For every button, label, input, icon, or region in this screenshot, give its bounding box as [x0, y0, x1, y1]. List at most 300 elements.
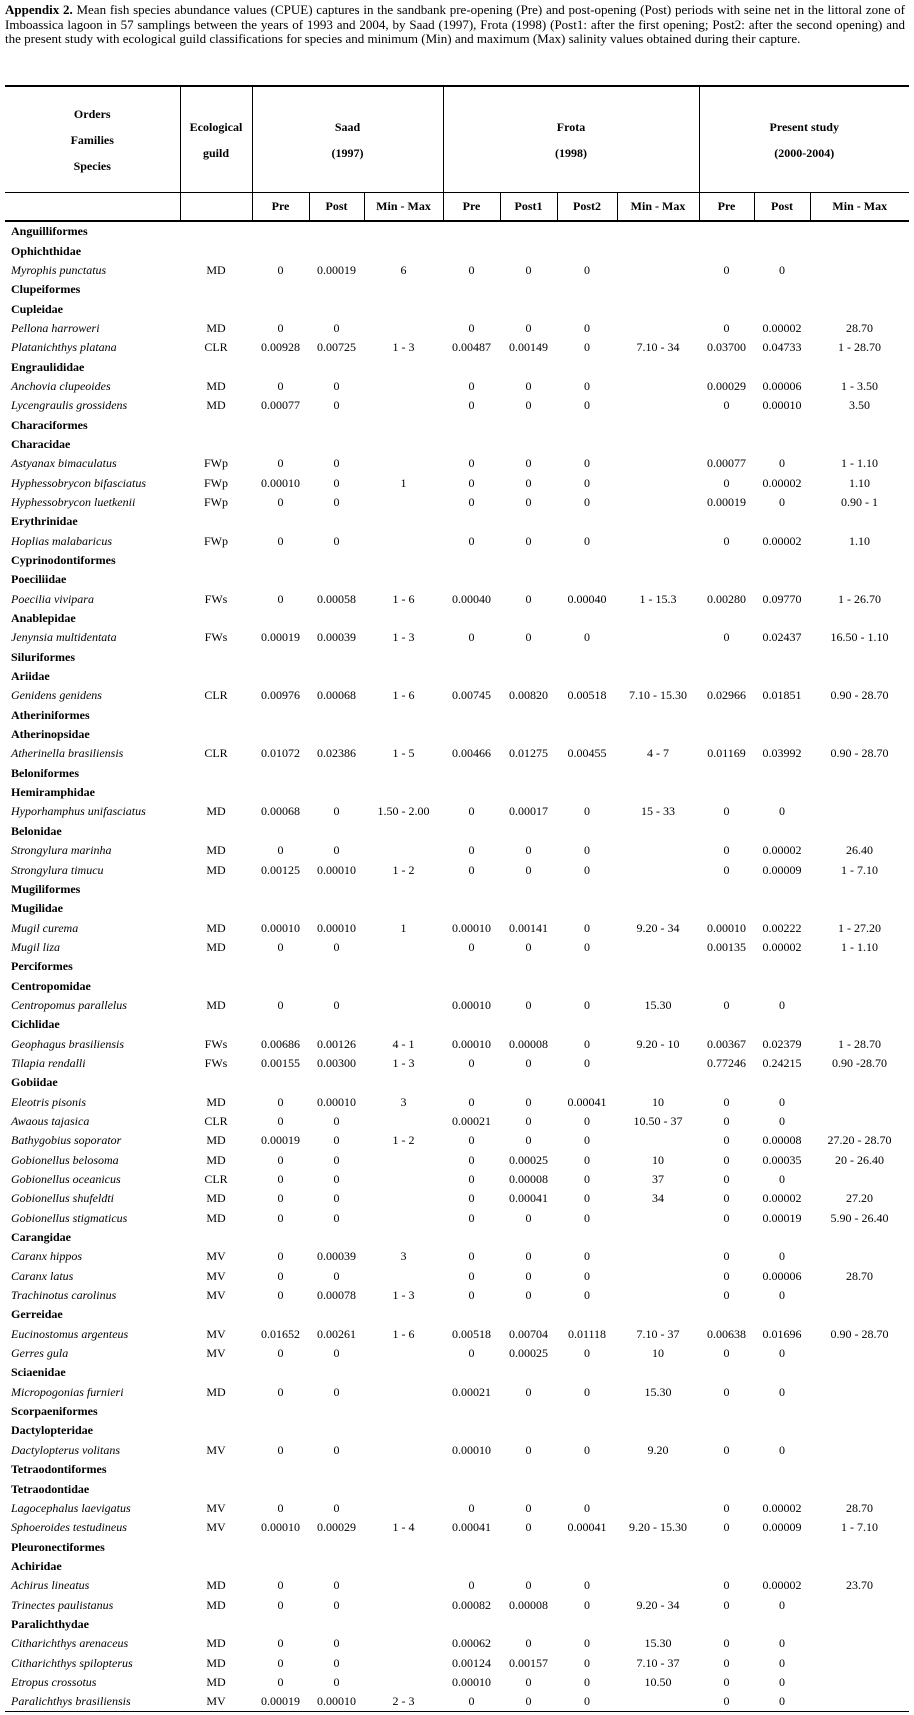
frota-post2-cell: 0: [584, 1055, 590, 1070]
frota-pre-cell: 0.00040: [452, 591, 491, 606]
frota-minmax-cell: [617, 454, 699, 473]
subheader-saad-post: Post: [309, 193, 364, 222]
species-name: Lagocephalus laevigatus: [11, 1500, 131, 1515]
present-minmax-cell: [810, 1286, 909, 1305]
guild-cell: MV: [206, 1500, 226, 1515]
saad-minmax-cell: [364, 493, 443, 512]
species-name: Trachinotus carolinus: [11, 1288, 117, 1303]
present-minmax-cell: [810, 1247, 909, 1266]
saad-minmax-cell: 1.50 - 2.00: [377, 804, 430, 819]
subheader-present-post: Post: [754, 193, 810, 222]
present-post-cell: 0: [779, 1655, 785, 1670]
guild-cell: MD: [206, 1094, 226, 1109]
species-row: [5, 1092, 909, 1111]
frota-pre-cell: 0: [468, 1249, 475, 1264]
frota-post2-cell: 0: [584, 804, 590, 819]
order-name: Clupeiformes: [11, 282, 81, 297]
saad-pre-cell: 0.01072: [261, 746, 300, 761]
saad-post-cell: 0: [333, 1578, 340, 1593]
frota-pre-cell: 0.00082: [452, 1597, 491, 1612]
frota-pre-cell: 0: [468, 862, 475, 877]
family-name: Centropomidae: [11, 978, 91, 993]
present-minmax-cell: 0.90 - 28.70: [830, 688, 889, 703]
frota-post1-cell: 0: [525, 591, 532, 606]
frota-post1-cell: 0: [525, 262, 532, 277]
present-post-cell: 0.01851: [762, 688, 802, 703]
frota-post1-cell: 0.00704: [509, 1326, 548, 1341]
family-row: [5, 783, 909, 802]
family-row: [5, 435, 909, 454]
frota-pre-cell: 0.00745: [452, 688, 491, 703]
family-name: Anablepidae: [11, 611, 76, 626]
frota-pre-cell: 0: [443, 1692, 500, 1712]
subheader-empty-guild: [180, 193, 252, 222]
species-name: Gobionellus oceanicus: [11, 1172, 121, 1187]
present-pre-cell: 0: [699, 1692, 754, 1712]
order-row: [5, 1537, 909, 1556]
frota-post2-cell: 0: [584, 1268, 590, 1283]
saad-minmax-cell: [364, 1595, 443, 1614]
saad-minmax-cell: 1 - 6: [392, 591, 415, 606]
present-pre-cell: 0: [723, 1500, 730, 1515]
saad-post-cell: 0.00725: [317, 340, 356, 355]
family-name: Carangidae: [11, 1230, 71, 1245]
family-row: [5, 725, 909, 744]
frota-post1-cell: 0: [525, 475, 532, 490]
frota-minmax-cell: 7.10 - 15.30: [629, 688, 687, 703]
saad-pre-cell: 0: [277, 1500, 284, 1515]
present-pre-cell: 0.01169: [707, 746, 746, 761]
family-row: [5, 822, 909, 841]
saad-post-cell: 0.02386: [317, 746, 356, 761]
present-minmax-cell: [810, 1595, 909, 1614]
present-post-cell: 0.02379: [762, 1036, 802, 1051]
caption-text: Mean fish species abundance values (CPUE) captures in the sandbank pre-opening (Pre) and post-opening (Post) periods with seine net in the littoral zone of Imboassica lagoon in 57 samplings between the years of 1993 and 2004, by Saad (1997), Frota (1998) (Post1: after the first opening; Post2: after the second opening) and the present study with ecological guild classifications for species and minimum (Min) and maximum (Max) salinity values obtained during their capture.: [5, 2, 906, 46]
saad-minmax-cell: 4 - 1: [392, 1036, 415, 1051]
frota-pre-cell: 0: [468, 939, 475, 954]
family-row: [5, 1479, 909, 1498]
saad-minmax-cell: [364, 1209, 443, 1228]
species-name: Hyphessobrycon bifasciatus: [11, 475, 146, 490]
frota-pre-cell: 0: [468, 843, 475, 858]
species-name: Paralichthys brasiliensis: [5, 1692, 180, 1712]
frota-minmax-cell: 1 - 15.3: [639, 591, 677, 606]
species-name: Strongylura timucu: [11, 862, 104, 877]
order-row: [5, 415, 909, 434]
frota-post2-cell: 0: [584, 1674, 590, 1689]
species-row: [5, 918, 909, 937]
frota-post2-cell: 0: [584, 1597, 590, 1612]
frota-post2-cell: 0: [584, 1346, 590, 1361]
frota-minmax-cell: 7.10 - 37: [636, 1655, 680, 1670]
frota-post2-cell: 0: [584, 378, 590, 393]
saad-pre-cell: 0: [277, 320, 284, 335]
present-minmax-cell: [810, 1344, 909, 1363]
frota-minmax-cell: 7.10 - 34: [636, 340, 680, 355]
frota-minmax-cell: 7.10 - 37: [636, 1326, 680, 1341]
saad-pre-cell: 0: [277, 1191, 284, 1206]
saad-minmax-cell: [364, 1112, 443, 1131]
present-pre-cell: 0: [723, 1268, 730, 1283]
frota-post1-cell: 0: [525, 494, 532, 509]
saad-post-cell: 0: [333, 1597, 340, 1612]
saad-post-cell: 0: [333, 1191, 340, 1206]
present-pre-cell: 0: [723, 1442, 730, 1457]
present-post-cell: 0.00035: [762, 1152, 802, 1167]
saad-pre-cell: 0.00010: [261, 475, 300, 490]
species-name: Platanichthys platana: [11, 340, 117, 355]
saad-pre-cell: 0: [277, 1384, 284, 1399]
present-minmax-cell: 1 - 28.70: [838, 340, 881, 355]
saad-minmax-cell: 1 - 3: [392, 340, 415, 355]
guild-cell: FWs: [204, 591, 228, 606]
frota-minmax-cell: [617, 1131, 699, 1150]
saad-post-cell: 0.00068: [317, 688, 356, 703]
guild-cell: MD: [206, 862, 226, 877]
saad-post-cell: 0: [333, 494, 340, 509]
saad-pre-cell: 0: [277, 1210, 284, 1225]
frota-post1-cell: 0.00041: [509, 1191, 548, 1206]
saad-post-cell: 0: [333, 1152, 340, 1167]
saad-post-cell: 0.00078: [317, 1288, 356, 1303]
frota-post2-cell: 0: [584, 997, 590, 1012]
family-name: Belonidae: [11, 823, 62, 838]
present-minmax-cell: 0.90 - 28.70: [830, 746, 889, 761]
frota-post2-cell: 0.00040: [567, 591, 607, 606]
present-minmax-cell: [810, 1692, 909, 1712]
guild-cell: FWs: [204, 1036, 228, 1051]
present-post-cell: 0.00002: [762, 320, 802, 335]
saad-minmax-cell: 1 - 2: [392, 862, 415, 877]
saad-post-cell: 0.00029: [317, 1520, 356, 1535]
saad-post-cell: 0.00010: [309, 1692, 364, 1712]
frota-post2-cell: 0: [584, 398, 590, 413]
frota-post1-cell: 0: [525, 1113, 532, 1128]
saad-post-cell: 0.00039: [317, 630, 356, 645]
saad-minmax-cell: 1 - 5: [392, 746, 415, 761]
present-pre-cell: 0: [723, 1191, 730, 1206]
saad-pre-cell: 0: [277, 843, 284, 858]
saad-pre-cell: 0: [277, 1442, 284, 1457]
frota-pre-cell: 0: [468, 1578, 475, 1593]
frota-pre-cell: 0: [468, 320, 475, 335]
present-minmax-cell: 1 - 1.10: [841, 939, 878, 954]
frota-pre-cell: 0: [468, 533, 475, 548]
present-post-cell: 0.00009: [762, 862, 802, 877]
species-row: [5, 1518, 909, 1537]
present-minmax-cell: 1 - 26.70: [838, 591, 881, 606]
saad-pre-cell: 0: [277, 1674, 284, 1689]
saad-post-cell: 0.00010: [317, 862, 356, 877]
present-minmax-cell: 5.90 - 26.40: [830, 1210, 889, 1225]
frota-minmax-cell: [617, 1692, 699, 1712]
species-row: [5, 1673, 909, 1692]
present-post-cell: 0.09770: [762, 591, 802, 606]
subheader-frota-pre: Pre: [443, 193, 500, 222]
present-minmax-cell: [810, 1673, 909, 1692]
present-pre-cell: 0: [723, 398, 730, 413]
saad-pre-cell: 0: [277, 1578, 284, 1593]
frota-post2-cell: 0: [584, 630, 590, 645]
species-name: Awaous tajasica: [11, 1113, 90, 1128]
present-minmax-cell: [810, 1092, 909, 1111]
frota-post1-cell: 0: [525, 1288, 532, 1303]
saad-minmax-cell: 3: [400, 1249, 407, 1264]
present-pre-cell: 0: [723, 1152, 730, 1167]
order-row: [5, 1460, 909, 1479]
guild-cell: CLR: [204, 746, 228, 761]
family-name: Hemiramphidae: [11, 785, 95, 800]
species-name: Strongylura marinha: [11, 843, 112, 858]
species-row: [5, 1112, 909, 1131]
saad-post-cell: 0: [333, 320, 340, 335]
present-pre-cell: 0.77246: [707, 1055, 746, 1070]
present-minmax-cell: 1.10: [849, 475, 870, 490]
species-row: [5, 1170, 909, 1189]
present-pre-cell: 0.03700: [707, 340, 746, 355]
saad-pre-cell: 0.00686: [261, 1036, 300, 1051]
family-row: [5, 976, 909, 995]
frota-minmax-cell: 9.20 - 34: [636, 920, 680, 935]
present-pre-cell: 0: [723, 804, 730, 819]
table-caption: [5, 3, 905, 47]
subheader-frota-post1: Post1: [500, 193, 557, 222]
frota-post1-cell: 0.00141: [509, 920, 548, 935]
frota-minmax-cell: [617, 1499, 699, 1518]
present-minmax-cell: [810, 1170, 909, 1189]
family-name: Ariidae: [11, 669, 50, 684]
saad-post-cell: 0.00010: [317, 920, 356, 935]
present-minmax-cell: 20 - 26.40: [835, 1152, 884, 1167]
saad-post-cell: 0: [333, 1346, 340, 1361]
present-post-cell: 0.00002: [762, 1500, 802, 1515]
species-name: Poecilia vivipara: [11, 591, 94, 606]
saad-pre-cell: 0.00068: [261, 804, 300, 819]
frota-pre-cell: 0.00518: [452, 1326, 491, 1341]
frota-pre-cell: 0: [468, 1172, 475, 1187]
frota-post2-cell: 0: [584, 1210, 590, 1225]
present-pre-cell: 0.00029: [707, 378, 746, 393]
caption-label: Appendix 2.: [5, 2, 73, 17]
guild-cell: MD: [206, 1655, 226, 1670]
species-name: Gobionellus stigmaticus: [11, 1210, 128, 1225]
frota-post1-cell: 0: [525, 1094, 532, 1109]
frota-minmax-cell: [617, 1054, 699, 1073]
species-name: Caranx latus: [11, 1268, 74, 1283]
species-name: Mugil liza: [11, 939, 61, 954]
species-row: [5, 454, 909, 473]
family-row: [5, 512, 909, 531]
species-row: [5, 1325, 909, 1344]
saad-pre-cell: 0: [277, 262, 284, 277]
guild-cell: MD: [206, 939, 226, 954]
saad-post-cell: 0.00010: [317, 1094, 356, 1109]
present-post-cell: 0: [779, 1636, 785, 1651]
frota-post2-cell: 0: [584, 533, 590, 548]
frota-post2-cell: 0.01118: [567, 1326, 607, 1341]
present-pre-cell: 0: [723, 1520, 730, 1535]
saad-minmax-cell: [364, 1344, 443, 1363]
species-row: [5, 532, 909, 551]
present-pre-cell: 0: [723, 862, 730, 877]
guild-cell: CLR: [204, 1172, 228, 1187]
saad-pre-cell: 0.00976: [261, 688, 300, 703]
present-pre-cell: 0.00367: [707, 1036, 746, 1051]
saad-post-cell: 0: [333, 1268, 340, 1283]
frota-minmax-cell: 10: [652, 1346, 664, 1361]
present-pre-cell: 0: [723, 997, 730, 1012]
saad-minmax-cell: 1 - 2: [392, 1133, 415, 1148]
family-row: [5, 1015, 909, 1034]
frota-pre-cell: 0: [468, 456, 475, 471]
guild-cell: MD: [206, 1133, 226, 1148]
frota-post1-cell: 0: [525, 1210, 532, 1225]
order-row: [5, 957, 909, 976]
saad-pre-cell: 0: [277, 1113, 284, 1128]
frota-post2-cell: 0: [584, 1191, 590, 1206]
species-name: Bathygobius soporator: [11, 1133, 122, 1148]
species-name: Hoplias malabaricus: [11, 533, 113, 548]
species-row: [5, 1595, 909, 1614]
present-pre-cell: 0: [723, 1597, 730, 1612]
saad-minmax-cell: [364, 319, 443, 338]
present-minmax-cell: 0.90 - 1: [841, 494, 878, 509]
subheader-frota-post2: Post2: [557, 193, 617, 222]
saad-post-cell: 0: [333, 804, 340, 819]
present-post-cell: 0.04733: [762, 340, 802, 355]
present-pre-cell: 0: [723, 1133, 730, 1148]
present-post-cell: 0: [779, 804, 785, 819]
frota-post1-cell: 0: [525, 997, 532, 1012]
present-post-cell: 0.00010: [762, 398, 802, 413]
saad-pre-cell: 0: [277, 1346, 284, 1361]
guild-cell: MV: [180, 1692, 252, 1712]
saad-pre-cell: 0: [277, 1094, 284, 1109]
frota-pre-cell: 0: [468, 1094, 475, 1109]
saad-pre-cell: 0.00019: [261, 630, 300, 645]
species-name: Eucinostomus argenteus: [11, 1326, 129, 1341]
frota-post2-cell: 0.00455: [567, 746, 607, 761]
frota-pre-cell: 0: [468, 1500, 475, 1515]
frota-post1-cell: 0: [525, 939, 532, 954]
order-row: [5, 764, 909, 783]
order-name: Mugiliformes: [11, 881, 81, 896]
frota-post2-cell: 0: [584, 1442, 590, 1457]
saad-minmax-cell: 1 - 6: [392, 1326, 415, 1341]
saad-minmax-cell: 3: [400, 1094, 407, 1109]
frota-post2-cell: 0: [584, 920, 590, 935]
species-row: [5, 1576, 909, 1595]
frota-post1-cell: 0: [525, 533, 532, 548]
family-name: Characidae: [11, 436, 71, 451]
saad-pre-cell: 0: [277, 939, 284, 954]
saad-post-cell: 0.00300: [317, 1055, 356, 1070]
species-name: Citharichthys spilopterus: [11, 1655, 133, 1670]
frota-post2-cell: 0: [584, 1113, 590, 1128]
present-post-cell: 0: [779, 1094, 785, 1109]
saad-post-cell: 0: [333, 398, 340, 413]
saad-post-cell: 0: [333, 1210, 340, 1225]
species-name: Sphoeroides testudineus: [11, 1520, 127, 1535]
species-name: Etropus crossotus: [11, 1674, 97, 1689]
saad-minmax-cell: 1 - 3: [392, 1055, 415, 1070]
guild-cell: MD: [206, 1384, 226, 1399]
family-row: [5, 1305, 909, 1324]
species-name: Hyphessobrycon luetkenii: [11, 494, 136, 509]
family-row: [5, 299, 909, 318]
present-minmax-cell: 27.20 - 28.70: [827, 1133, 892, 1148]
frota-minmax-cell: [617, 860, 699, 879]
saad-minmax-cell: [364, 841, 443, 860]
species-name: Micropogonias furnieri: [11, 1384, 124, 1399]
family-row: [5, 1228, 909, 1247]
present-pre-cell: 0: [723, 1288, 730, 1303]
frota-post2-cell: 0: [584, 1152, 590, 1167]
present-post-cell: 0.00006: [762, 1268, 802, 1283]
frota-post2-cell: 0.00041: [567, 1520, 607, 1535]
saad-pre-cell: 0: [277, 1597, 284, 1612]
present-pre-cell: 0: [723, 262, 730, 277]
species-name: Astyanax bimaculatus: [11, 456, 117, 471]
frota-post1-cell: 0: [525, 1268, 532, 1283]
species-row: [5, 396, 909, 415]
frota-pre-cell: 0.00010: [452, 1036, 491, 1051]
species-row: [5, 1286, 909, 1305]
guild-cell: FWs: [204, 630, 228, 645]
guild-cell: MD: [206, 920, 226, 935]
species-name: Pellona harroweri: [11, 320, 100, 335]
species-row: [5, 1247, 909, 1266]
species-name: Centropomus parallelus: [11, 997, 127, 1012]
species-row: [5, 802, 909, 821]
saad-minmax-cell: [364, 1441, 443, 1460]
frota-post2-cell: 0: [584, 939, 590, 954]
order-row: [5, 280, 909, 299]
frota-post1-cell: 0.01275: [509, 746, 548, 761]
present-post-cell: 0.00019: [762, 1210, 802, 1225]
frota-pre-cell: 0.00010: [452, 920, 491, 935]
saad-post-cell: 0: [333, 475, 340, 490]
saad-minmax-cell: [364, 532, 443, 551]
present-post-cell: 0.00002: [762, 1191, 802, 1206]
species-name: Mugil curema: [11, 920, 79, 935]
frota-minmax-cell: 10.50: [644, 1674, 672, 1689]
frota-minmax-cell: [617, 1576, 699, 1595]
present-minmax-cell: [810, 996, 909, 1015]
frota-pre-cell: 0.00062: [452, 1636, 491, 1651]
saad-minmax-cell: [364, 1383, 443, 1402]
present-pre-cell: 0: [723, 1249, 730, 1264]
frota-post2-cell: 0: [584, 1636, 590, 1651]
saad-minmax-cell: [364, 1151, 443, 1170]
saad-minmax-cell: [364, 1673, 443, 1692]
frota-minmax-cell: [617, 1267, 699, 1286]
frota-post2-cell: 0: [584, 862, 590, 877]
saad-minmax-cell: [364, 396, 443, 415]
frota-post1-cell: 0.00149: [509, 340, 548, 355]
present-pre-cell: 0: [723, 1578, 730, 1593]
saad-pre-cell: 0: [277, 591, 284, 606]
species-name: Atherinella brasiliensis: [11, 746, 124, 761]
family-name: Tetraodontidae: [11, 1481, 90, 1496]
frota-pre-cell: 0: [468, 1133, 475, 1148]
present-minmax-cell: 1 - 27.20: [838, 920, 881, 935]
present-minmax-cell: 28.70: [846, 320, 873, 335]
present-pre-cell: 0.00077: [707, 456, 746, 471]
species-row: [5, 1151, 909, 1170]
species-row: [5, 590, 909, 609]
saad-post-cell: 0.00039: [317, 1249, 356, 1264]
